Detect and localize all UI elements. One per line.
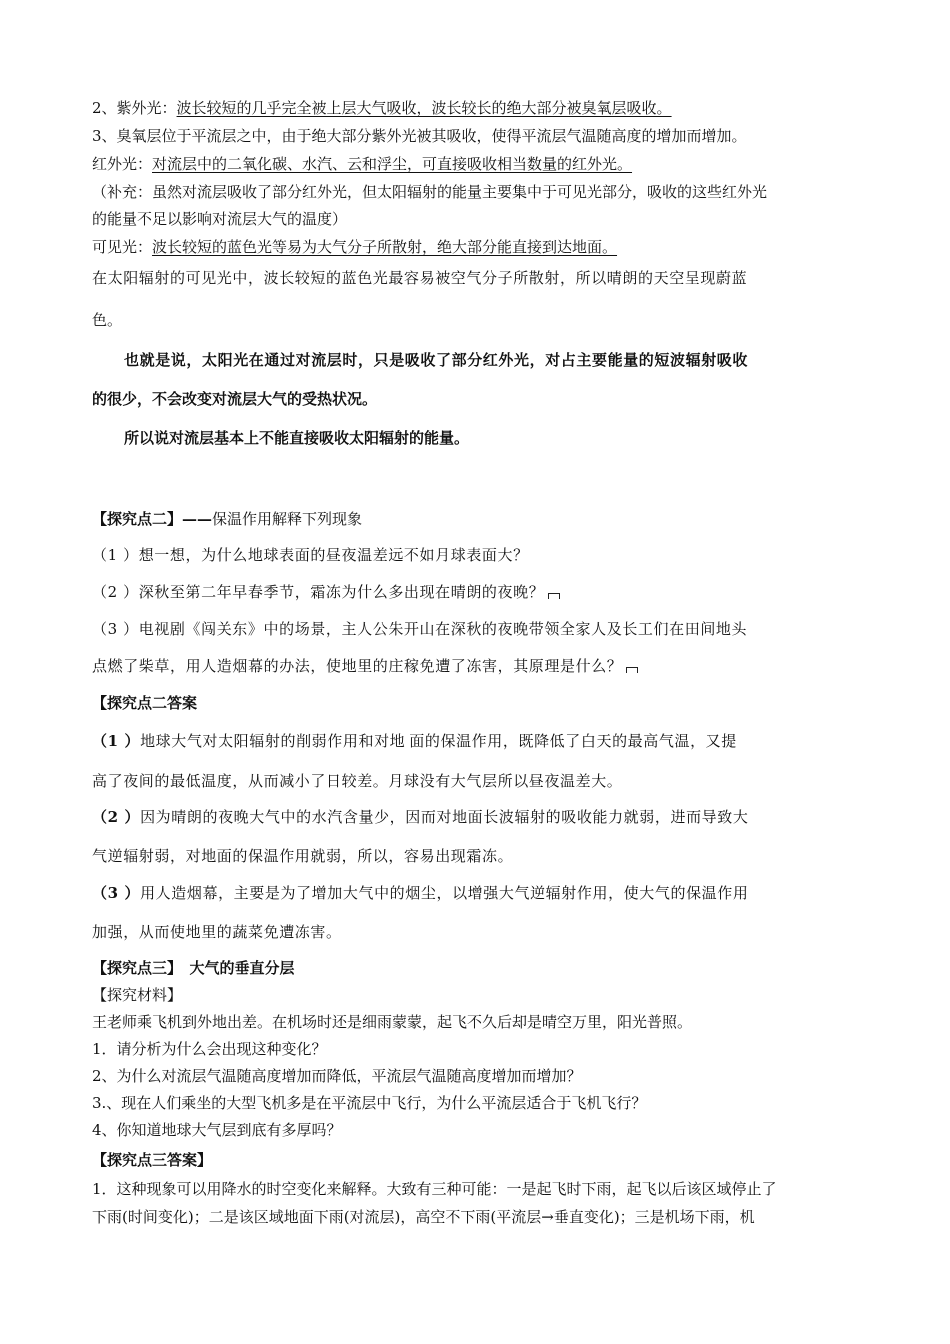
ozone-line: 3、臭氧层位于平流层之中，由于绝大部分紫外光被其吸收，使得平流层气温随高度的增加而增加。 (92, 127, 747, 145)
material-question-3: 3.、现在人们乘坐的大型飞机多是在平流层中飞行，为什么平流层适合于飞机飞行？ (92, 1094, 647, 1112)
question-3-line-1: （3 ）电视剧《闯关东》中的场景，主人公朱开山在深秋的夜晚带领全家人及长工们在田间地头 (92, 620, 748, 638)
section3-heading: 【探究点三】 大气的垂直分层 (92, 959, 295, 977)
section3-answer-line-1: 1．这种现象可以用降水的时空变化来解释。大致有三种可能：一是起飞时下雨，起飞以后该区域停止了 (92, 1180, 777, 1198)
answer-3-text: 用人造烟幕，主要是为了增加大气中的烟尘，以增强大气逆辐射作用，使大气的保温作用 (140, 884, 749, 902)
section2-heading-bold: 【探究点二】—— (92, 510, 213, 528)
section2-answer-heading: 【探究点二答案 (92, 694, 198, 712)
scatter-line-1: 在太阳辐射的可见光中，波长较短的蓝色光最容易被空气分子所散射，所以晴朗的天空呈现蔚蓝 (92, 269, 748, 287)
section2-heading-text: 保温作用解释下列现象 (212, 510, 363, 528)
material-heading: 【探究材料】 (92, 986, 183, 1004)
ir-text: 对流层中的二氧化碳、水汽、云和浮尘，可直接吸收相当数量的红外光。 (152, 155, 633, 173)
answer-2-line-2: 气逆辐射弱，对地面的保温作用就弱，所以，容易出现霜冻。 (92, 847, 514, 865)
section3-answer-line-2: 下雨(时间变化)；二是该区域地面下雨(对流层)，高空不下雨(平流层→垂直变化)；三是机场下雨，机 (92, 1208, 755, 1226)
visible-label: 可见光： (92, 238, 153, 256)
bracket-mark-icon (548, 593, 560, 599)
answer-3-line-2: 加强，从而使地里的蔬菜免遭冻害。 (92, 923, 342, 941)
answer-1-line-2: 高了夜间的最低温度，从而减小了日较差。月球没有大气层所以昼夜温差大。 (92, 772, 623, 790)
summary-bold-2: 的很少，不会改变对流层大气的受热状况。 (92, 390, 378, 408)
answer-2-line-1 (92, 807, 748, 827)
supplement-line-2: 的能量不足以影响对流层大气的温度） (92, 210, 348, 228)
visible-line (92, 237, 617, 257)
scatter-line-2: 色。 (92, 311, 123, 329)
uv-text: 波长较短的几乎完全被上层大气吸收，波长较长的绝大部分被臭氧层吸收。 (176, 99, 672, 117)
section3-answer-heading: 【探究点三答案】 (92, 1151, 213, 1169)
material-question-2: 2、为什么对流层气温随高度增加而降低，平流层气温随高度增加而增加？ (92, 1067, 582, 1085)
ir-label: 红外光： (92, 155, 153, 173)
question-2-text: （2 ）深秋至第二年早春季节，霜冻为什么多出现在晴朗的夜晚？ (92, 583, 545, 601)
uv-label: 2、紫外光： (92, 99, 177, 117)
question-2 (92, 582, 560, 602)
bracket-mark-icon (626, 667, 638, 673)
question-3-text: 点燃了柴草，用人造烟幕的办法，使地里的庄稼免遭了冻害，其原理是什么？ (92, 657, 623, 675)
supplement-line-1: （补充：虽然对流层吸收了部分红外光，但太阳辐射的能量主要集中于可见光部分，吸收的这些红外光 (92, 183, 768, 201)
material-question-4: 4、你知道地球大气层到底有多厚吗？ (92, 1121, 342, 1139)
answer-2-number: （2 ） (92, 808, 141, 826)
uv-line (92, 98, 672, 118)
question-3-line-2 (92, 656, 638, 676)
answer-3-number: （3 ） (92, 884, 141, 902)
answer-1-number: （1 ） (92, 732, 141, 750)
section2-heading (92, 509, 362, 529)
summary-bold-1: 也就是说，太阳光在通过对流层时，只是吸收了部分红外光，对占主要能量的短波辐射吸收 (124, 351, 749, 369)
material-question-1: 1．请分析为什么会出现这种变化？ (92, 1040, 327, 1058)
answer-3-line-1 (92, 883, 748, 903)
answer-1-text-b: 面的保温作用，既降低了白天的最高气温，又提 (409, 732, 737, 750)
answer-2-text: 因为晴朗的夜晚大气中的水汽含量少，因而对地面长波辐射的吸收能力就弱，进而导致大 (140, 808, 749, 826)
question-1: （1 ）想一想，为什么地球表面的昼夜温差远不如月球表面大？ (92, 546, 529, 564)
material-text: 王老师乘飞机到外地出差。在机场时还是细雨蒙蒙，起飞不久后却是晴空万里，阳光普照。 (92, 1013, 693, 1031)
summary-bold-3: 所以说对流层基本上不能直接吸收太阳辐射的能量。 (124, 429, 470, 447)
answer-1-text-a: 地球大气对太阳辐射的削弱作用和对地 (140, 732, 406, 750)
answer-1-line-1 (92, 731, 737, 751)
visible-text: 波长较短的蓝色光等易为大气分子所散射，绝大部分能直接到达地面。 (152, 238, 618, 256)
ir-line (92, 154, 632, 174)
